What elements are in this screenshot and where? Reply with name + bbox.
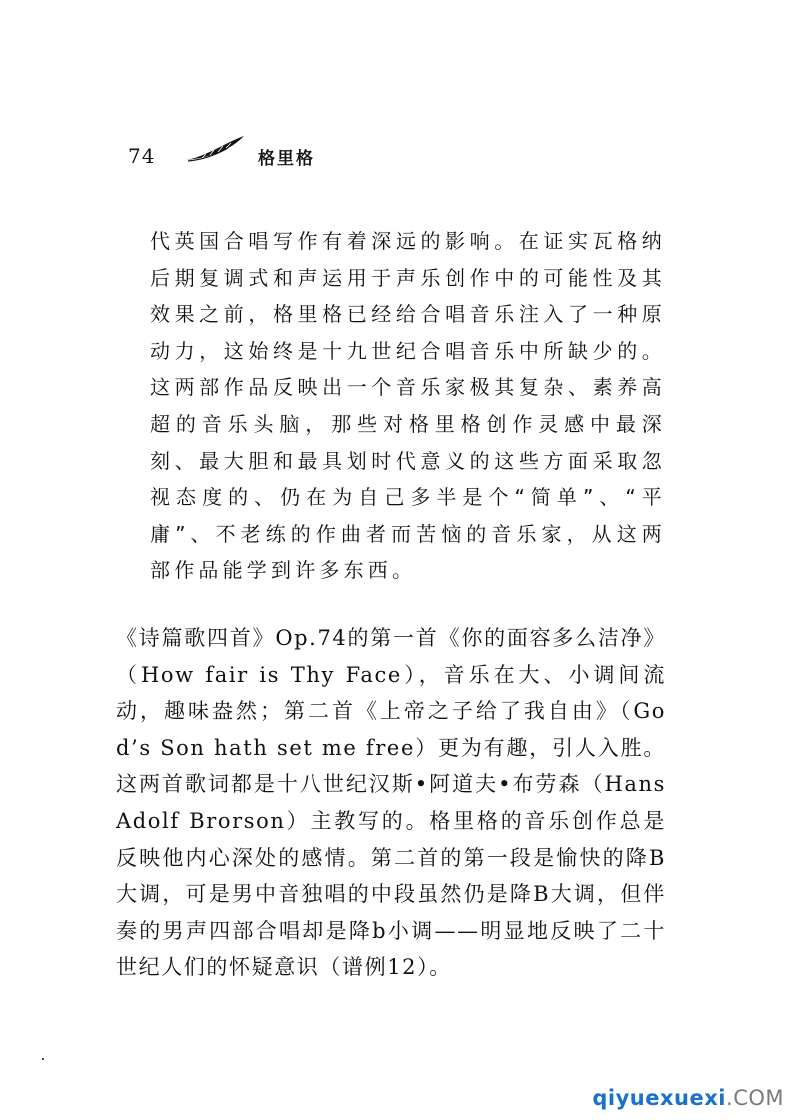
page-number: 74: [128, 144, 156, 168]
page-header: [128, 132, 428, 172]
body-paragraph: 《诗篇歌四首》Op.74的第一首《你的面容多么洁净》（How fair is Thy Face），音乐在大、小调间流动，趣味盎然；第二首《上帝之子给了我自由》（God’s Son hath set me free）更为有趣，引人入胜。这两首歌词都是十八世纪汉斯•阿道夫•布劳森（Hans Adolf Brorson）主教写的。格里格的音乐创作总是反映他内心深处的感情。第二首的第一段是愉快的降B大调，可是男中音独唱的中段虽然仍是降B大调，但伴奏的男声四部合唱却是降b小调——明显地反映了二十世纪人们的怀疑意识（谱例12）。: [116, 626, 666, 980]
watermark-dot: .: [726, 1086, 734, 1110]
scan-corner-mark: [42, 1058, 44, 1060]
quill-feather-icon: [184, 134, 246, 164]
site-watermark: [592, 1086, 784, 1110]
watermark-tld: COM: [733, 1086, 784, 1110]
running-title: 格里格: [258, 149, 315, 169]
quoted-text-block: 代英国合唱写作有着深远的影响。在证实瓦格纳后期复调式和声运用于声乐创作中的可能性及其效果之前，格里格已经给合唱音乐注入了一种原动力，这始终是十九世纪合唱音乐中所缺少的。这两部作品反映出一个音乐家极其复杂、素养高超的音乐头脑，那些对格里格创作灵感中最深刻、最大胆和最具划时代意义的这些方面采取忽视态度的、仍在为自己多半是个“简单”、“平庸”、不老练的作曲者而苦恼的音乐家，从这两部作品能学到许多东西。: [150, 229, 666, 583]
watermark-brand: qiyuexuexi: [592, 1086, 726, 1110]
